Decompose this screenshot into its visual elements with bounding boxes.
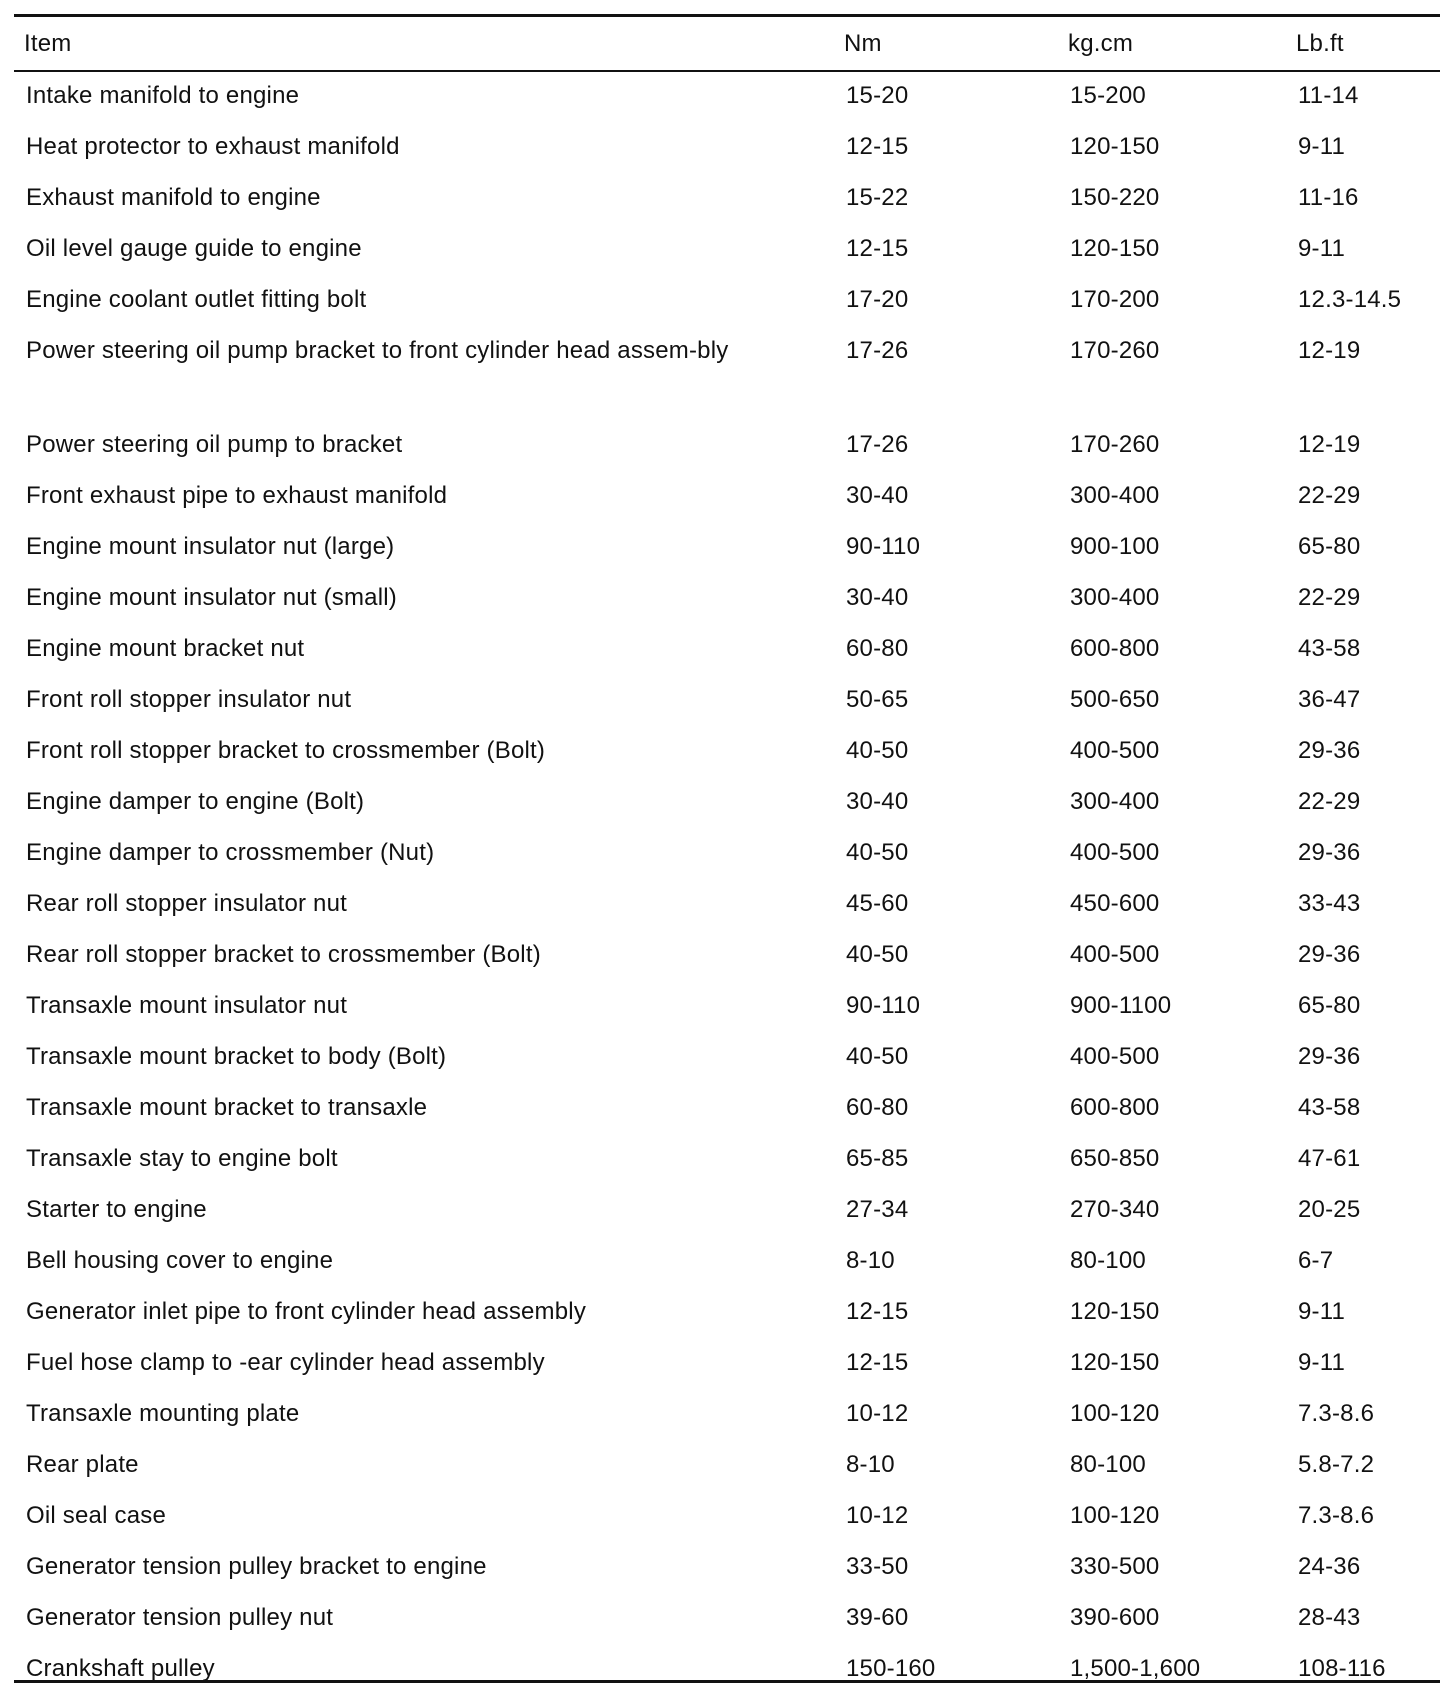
lbft-cell: 11-14 [1298, 82, 1359, 109]
table-body [14, 70, 1440, 1694]
nm-cell: 30-40 [846, 482, 909, 509]
table-row [14, 121, 1440, 172]
nm-cell: 12-15 [846, 133, 909, 160]
kgcm-cell: 500-650 [1070, 686, 1160, 713]
lbft-cell: 12.3-14.5 [1298, 286, 1402, 313]
item-cell: Generator tension pulley bracket to engine [26, 1553, 487, 1580]
nm-cell: 60-80 [846, 635, 909, 662]
lbft-cell: 29-36 [1298, 941, 1361, 968]
table-row [14, 70, 1440, 121]
item-cell: Transaxle mounting plate [26, 1400, 300, 1427]
table-row [14, 674, 1440, 725]
nm-cell: 40-50 [846, 839, 909, 866]
table-row [14, 274, 1440, 325]
nm-cell: 40-50 [846, 1043, 909, 1070]
table-row [14, 470, 1440, 521]
lbft-cell: 33-43 [1298, 890, 1361, 917]
nm-cell: 12-15 [846, 1349, 909, 1376]
item-cell: Engine damper to engine (Bolt) [26, 788, 365, 815]
item-cell: Crankshaft pulley [26, 1655, 215, 1682]
kgcm-cell: 400-500 [1070, 839, 1160, 866]
nm-cell: 15-20 [846, 82, 909, 109]
nm-cell: 33-50 [846, 1553, 909, 1580]
lbft-cell: 47-61 [1298, 1145, 1361, 1172]
nm-cell: 27-34 [846, 1196, 909, 1223]
lbft-cell: 11-16 [1298, 184, 1359, 211]
item-cell: Front roll stopper insulator nut [26, 686, 352, 713]
lbft-cell: 65-80 [1298, 533, 1361, 560]
item-cell: Exhaust manifold to engine [26, 184, 321, 211]
item-cell: Oil level gauge guide to engine [26, 235, 362, 262]
kgcm-cell: 170-260 [1070, 337, 1160, 364]
kgcm-cell: 400-500 [1070, 1043, 1160, 1070]
item-cell: Front roll stopper bracket to crossmember (Bolt) [26, 737, 546, 764]
kgcm-cell: 300-400 [1070, 482, 1160, 509]
table-row [14, 325, 1440, 419]
nm-cell: 12-15 [846, 1298, 909, 1325]
item-cell: Transaxle mount bracket to body (Bolt) [26, 1043, 447, 1070]
nm-cell: 17-26 [846, 431, 909, 458]
nm-cell: 40-50 [846, 941, 909, 968]
lbft-cell: 28-43 [1298, 1604, 1361, 1631]
kgcm-cell: 300-400 [1070, 788, 1160, 815]
lbft-cell: 24-36 [1298, 1553, 1361, 1580]
item-cell: Rear plate [26, 1451, 139, 1478]
table-row [14, 1541, 1440, 1592]
table-row [14, 172, 1440, 223]
lbft-cell: 9-11 [1298, 235, 1346, 262]
lbft-cell: 12-19 [1298, 337, 1361, 364]
kgcm-cell: 120-150 [1070, 235, 1160, 262]
kgcm-cell: 600-800 [1070, 635, 1160, 662]
table-row [14, 1235, 1440, 1286]
header-kgcm: kg.cm [1068, 29, 1134, 57]
kgcm-cell: 600-800 [1070, 1094, 1160, 1121]
item-cell: Engine mount bracket nut [26, 635, 305, 662]
table-row [14, 725, 1440, 776]
item-cell: Engine mount insulator nut (small) [26, 584, 397, 611]
kgcm-cell: 900-100 [1070, 533, 1160, 560]
kgcm-cell: 390-600 [1070, 1604, 1160, 1631]
table-row [14, 1643, 1440, 1694]
header-nm: Nm [844, 29, 882, 57]
item-cell: Rear roll stopper bracket to crossmember (Bolt) [26, 941, 541, 968]
table-row [14, 1286, 1440, 1337]
kgcm-cell: 80-100 [1070, 1451, 1146, 1478]
kgcm-cell: 100-120 [1070, 1400, 1160, 1427]
lbft-cell: 108-116 [1298, 1655, 1386, 1682]
table-row [14, 223, 1440, 274]
table-row [14, 827, 1440, 878]
nm-cell: 39-60 [846, 1604, 909, 1631]
nm-cell: 90-110 [846, 992, 921, 1019]
item-cell: Power steering oil pump to bracket [26, 431, 403, 458]
kgcm-cell: 120-150 [1070, 1298, 1160, 1325]
nm-cell: 17-20 [846, 286, 909, 313]
nm-cell: 8-10 [846, 1451, 895, 1478]
nm-cell: 65-85 [846, 1145, 909, 1172]
table-row [14, 878, 1440, 929]
kgcm-cell: 450-600 [1070, 890, 1160, 917]
nm-cell: 30-40 [846, 788, 909, 815]
item-cell: Fuel hose clamp to -ear cylinder head assembly [26, 1349, 545, 1376]
table-row [14, 419, 1440, 470]
kgcm-cell: 120-150 [1070, 133, 1160, 160]
kgcm-cell: 650-850 [1070, 1145, 1160, 1172]
lbft-cell: 29-36 [1298, 737, 1361, 764]
lbft-cell: 22-29 [1298, 482, 1361, 509]
kgcm-cell: 170-200 [1070, 286, 1160, 313]
table-row [14, 1439, 1440, 1490]
item-cell: Engine damper to crossmember (Nut) [26, 839, 435, 866]
table-row [14, 572, 1440, 623]
item-cell: Generator inlet pipe to front cylinder head assembly [26, 1298, 587, 1325]
nm-cell: 60-80 [846, 1094, 909, 1121]
item-cell: Rear roll stopper insulator nut [26, 890, 348, 917]
nm-cell: 90-110 [846, 533, 921, 560]
nm-cell: 40-50 [846, 737, 909, 764]
item-cell: Intake manifold to engine [26, 82, 300, 109]
kgcm-cell: 120-150 [1070, 1349, 1160, 1376]
item-cell: Heat protector to exhaust manifold [26, 133, 400, 160]
lbft-cell: 43-58 [1298, 635, 1361, 662]
kgcm-cell: 150-220 [1070, 184, 1160, 211]
item-cell: Bell housing cover to engine [26, 1247, 334, 1274]
item-cell: Generator tension pulley nut [26, 1604, 334, 1631]
nm-cell: 8-10 [846, 1247, 895, 1274]
item-cell: Oil seal case [26, 1502, 166, 1529]
table-row [14, 1490, 1440, 1541]
table-row [14, 1592, 1440, 1643]
header-item: Item [24, 29, 72, 57]
lbft-cell: 6-7 [1298, 1247, 1334, 1274]
nm-cell: 30-40 [846, 584, 909, 611]
header-row [14, 17, 1440, 70]
lbft-cell: 7.3-8.6 [1298, 1502, 1375, 1529]
kgcm-cell: 170-260 [1070, 431, 1160, 458]
table-row [14, 521, 1440, 572]
lbft-cell: 29-36 [1298, 839, 1361, 866]
nm-cell: 12-15 [846, 235, 909, 262]
nm-cell: 150-160 [846, 1655, 936, 1682]
kgcm-cell: 900-1100 [1070, 992, 1172, 1019]
table-row [14, 1388, 1440, 1439]
lbft-cell: 29-36 [1298, 1043, 1361, 1070]
nm-cell: 45-60 [846, 890, 909, 917]
nm-cell: 17-26 [846, 337, 909, 364]
lbft-cell: 12-19 [1298, 431, 1361, 458]
lbft-cell: 65-80 [1298, 992, 1361, 1019]
lbft-cell: 22-29 [1298, 788, 1361, 815]
table-row [14, 1133, 1440, 1184]
nm-cell: 10-12 [846, 1502, 909, 1529]
lbft-cell: 22-29 [1298, 584, 1361, 611]
lbft-cell: 9-11 [1298, 133, 1346, 160]
item-cell: Transaxle mount bracket to transaxle [26, 1094, 428, 1121]
torque-spec-table [14, 17, 1440, 1694]
nm-cell: 15-22 [846, 184, 909, 211]
kgcm-cell: 330-500 [1070, 1553, 1160, 1580]
lbft-cell: 7.3-8.6 [1298, 1400, 1375, 1427]
item-cell: Front exhaust pipe to exhaust manifold [26, 482, 448, 509]
kgcm-cell: 1,500-1,600 [1070, 1655, 1201, 1682]
lbft-cell: 43-58 [1298, 1094, 1361, 1121]
kgcm-cell: 270-340 [1070, 1196, 1160, 1223]
lbft-cell: 36-47 [1298, 686, 1361, 713]
lbft-cell: 20-25 [1298, 1196, 1361, 1223]
table-row [14, 929, 1440, 980]
nm-cell: 50-65 [846, 686, 909, 713]
kgcm-cell: 15-200 [1070, 82, 1146, 109]
table-row [14, 776, 1440, 827]
item-cell: Engine coolant outlet fitting bolt [26, 286, 367, 313]
table-row [14, 1031, 1440, 1082]
header-lbft: Lb.ft [1296, 29, 1344, 57]
lbft-cell: 9-11 [1298, 1349, 1346, 1376]
kgcm-cell: 300-400 [1070, 584, 1160, 611]
table-row [14, 1337, 1440, 1388]
kgcm-cell: 100-120 [1070, 1502, 1160, 1529]
kgcm-cell: 400-500 [1070, 737, 1160, 764]
lbft-cell: 9-11 [1298, 1298, 1346, 1325]
lbft-cell: 5.8-7.2 [1298, 1451, 1375, 1478]
table-row [14, 1184, 1440, 1235]
table-row [14, 980, 1440, 1031]
table-row [14, 1082, 1440, 1133]
item-cell: Transaxle mount insulator nut [26, 992, 348, 1019]
item-cell: Power steering oil pump bracket to front cylinder head assem-bly [26, 337, 729, 364]
item-cell: Starter to engine [26, 1196, 207, 1223]
table-row [14, 623, 1440, 674]
kgcm-cell: 80-100 [1070, 1247, 1146, 1274]
kgcm-cell: 400-500 [1070, 941, 1160, 968]
item-cell: Transaxle stay to engine bolt [26, 1145, 338, 1172]
nm-cell: 10-12 [846, 1400, 909, 1427]
item-cell: Engine mount insulator nut (large) [26, 533, 395, 560]
